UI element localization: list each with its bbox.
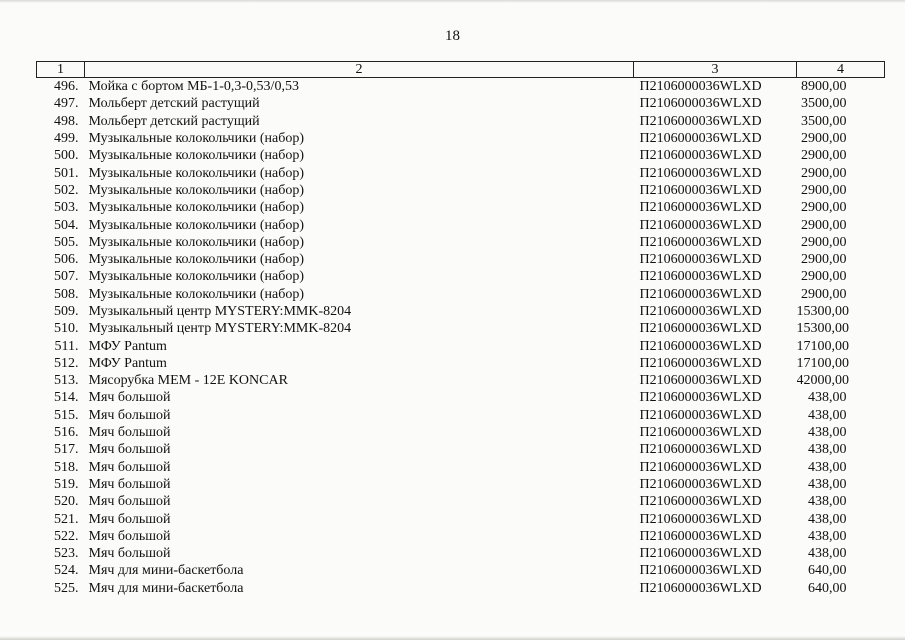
item-name: МФУ Pantum xyxy=(88,338,167,354)
table-row xyxy=(37,78,885,96)
item-code: П2106000036WLXD xyxy=(639,425,762,441)
table-row xyxy=(37,372,885,389)
table-row xyxy=(37,286,885,303)
item-code: П2106000036WLXD xyxy=(639,580,762,596)
item-price: 2900,00 xyxy=(801,131,847,147)
row-number: 498. xyxy=(54,113,79,129)
table-row xyxy=(37,510,885,527)
table-row xyxy=(37,424,885,441)
item-name: Музыкальные колокольчики (набор) xyxy=(88,148,305,164)
column-header-1: 1 xyxy=(37,62,85,78)
item-price: 438,00 xyxy=(808,546,847,562)
item-price: 438,00 xyxy=(808,442,847,458)
row-number: 505. xyxy=(54,234,79,250)
item-price: 2900,00 xyxy=(801,234,847,250)
row-number: 512. xyxy=(54,355,79,371)
table-row xyxy=(37,199,885,216)
row-number: 506. xyxy=(54,252,79,268)
table-row xyxy=(37,407,885,424)
item-code: П2106000036WLXD xyxy=(639,304,762,319)
item-code: П2106000036WLXD xyxy=(639,286,762,302)
row-number: 500. xyxy=(54,148,79,164)
item-price: 2900,00 xyxy=(801,200,847,216)
header-row xyxy=(37,62,885,78)
row-number: 508. xyxy=(54,286,79,302)
item-price: 438,00 xyxy=(808,390,847,406)
row-number: 496. xyxy=(54,79,79,95)
row-number: 497. xyxy=(54,96,79,112)
row-number: 501. xyxy=(54,165,79,181)
row-number: 509. xyxy=(54,304,79,319)
item-price: 42000,00 xyxy=(796,373,849,389)
item-name: Музыкальные колокольчики (набор) xyxy=(88,131,305,147)
item-price: 17100,00 xyxy=(796,355,849,371)
item-name: Мяч большой xyxy=(88,407,171,423)
item-price: 15300,00 xyxy=(796,321,849,337)
table-row xyxy=(37,130,885,147)
item-name: Мяч для мини-баскетбола xyxy=(88,580,244,596)
item-price: 2900,00 xyxy=(801,252,847,268)
item-price: 438,00 xyxy=(808,476,847,492)
table-row xyxy=(37,268,885,285)
table-row xyxy=(37,580,885,597)
item-name: Мясорубка MEM - 12E KONCAR xyxy=(88,373,288,389)
row-number: 503. xyxy=(54,200,79,216)
item-price: 438,00 xyxy=(808,511,847,527)
column-header-2: 2 xyxy=(85,62,634,78)
item-price: 2900,00 xyxy=(801,182,847,198)
table-row xyxy=(37,234,885,251)
item-code: П2106000036WLXD xyxy=(639,252,762,268)
table-row xyxy=(37,389,885,406)
item-price: 438,00 xyxy=(808,407,847,423)
scan-edge-top xyxy=(0,0,905,3)
table-row xyxy=(37,337,885,354)
column-header-4: 4 xyxy=(797,62,885,78)
item-name: Мойка с бортом МБ-1-0,3-0,53/0,53 xyxy=(88,79,299,95)
item-name: Мяч большой xyxy=(88,425,171,441)
row-number: 520. xyxy=(54,494,79,510)
column-header-3: 3 xyxy=(634,62,797,78)
item-code: П2106000036WLXD xyxy=(639,200,762,216)
table-row xyxy=(37,355,885,372)
item-name: Музыкальные колокольчики (набор) xyxy=(88,182,305,198)
item-code: П2106000036WLXD xyxy=(639,217,762,233)
item-price: 438,00 xyxy=(808,425,847,441)
item-price: 15300,00 xyxy=(796,304,849,319)
row-number: 504. xyxy=(54,217,79,233)
table-row xyxy=(37,476,885,493)
item-code: П2106000036WLXD xyxy=(639,459,762,475)
table-row xyxy=(37,493,885,510)
row-number: 518. xyxy=(54,459,79,475)
row-number: 507. xyxy=(54,269,79,285)
item-code: П2106000036WLXD xyxy=(639,269,762,285)
row-number: 519. xyxy=(54,476,79,492)
table-row xyxy=(37,147,885,164)
table-row xyxy=(37,459,885,476)
item-price: 2900,00 xyxy=(801,286,847,302)
row-number: 510. xyxy=(54,321,79,337)
item-code: П2106000036WLXD xyxy=(639,234,762,250)
table-row xyxy=(37,562,885,579)
row-number: 522. xyxy=(54,528,79,544)
item-name: Музыкальные колокольчики (набор) xyxy=(88,217,305,233)
row-number: 515. xyxy=(54,407,79,423)
row-number: 513. xyxy=(54,373,79,389)
table-row xyxy=(37,182,885,199)
scan-edge-bottom xyxy=(0,636,905,640)
item-name: Мяч большой xyxy=(88,476,171,492)
item-name: Мольберт детский растущий xyxy=(88,113,260,129)
item-name: Музыкальные колокольчики (набор) xyxy=(88,252,305,268)
item-price: 640,00 xyxy=(808,580,847,596)
item-code: П2106000036WLXD xyxy=(639,96,762,112)
item-code: П2106000036WLXD xyxy=(639,511,762,527)
item-name: Мяч для мини-баскетбола xyxy=(88,563,244,579)
item-name: Мяч большой xyxy=(88,459,171,475)
row-number: 511. xyxy=(54,338,79,354)
row-number: 514. xyxy=(54,390,79,406)
item-name: Музыкальный центр MYSTERY:MMK-8204 xyxy=(88,321,352,337)
item-name: Мяч большой xyxy=(88,528,171,544)
inventory-table xyxy=(36,61,885,597)
row-number: 499. xyxy=(54,131,79,147)
item-name: Музыкальные колокольчики (набор) xyxy=(88,200,305,216)
item-price: 640,00 xyxy=(808,563,847,579)
row-number: 517. xyxy=(54,442,79,458)
table-row xyxy=(37,216,885,233)
table-header xyxy=(37,62,885,78)
item-price: 438,00 xyxy=(808,459,847,475)
item-code: П2106000036WLXD xyxy=(639,113,762,129)
item-price: 2900,00 xyxy=(801,165,847,181)
table-body xyxy=(37,78,885,597)
item-name: Мяч большой xyxy=(88,390,171,406)
item-name: Мольберт детский растущий xyxy=(88,96,260,112)
row-number: 502. xyxy=(54,182,79,198)
item-code: П2106000036WLXD xyxy=(639,355,762,371)
item-price: 2900,00 xyxy=(801,217,847,233)
item-name: Мяч большой xyxy=(88,442,171,458)
item-code: П2106000036WLXD xyxy=(639,563,762,579)
item-name: Мяч большой xyxy=(88,511,171,527)
table-row xyxy=(37,528,885,545)
item-name: Мяч большой xyxy=(88,546,171,562)
item-name: Музыкальный центр MYSTERY:MMK-8204 xyxy=(88,304,352,319)
item-name: Мяч большой xyxy=(88,494,171,510)
item-code: П2106000036WLXD xyxy=(639,390,762,406)
item-code: П2106000036WLXD xyxy=(639,79,762,95)
item-name: МФУ Pantum xyxy=(88,355,167,371)
item-code: П2106000036WLXD xyxy=(639,131,762,147)
item-price: 17100,00 xyxy=(796,338,849,354)
item-code: П2106000036WLXD xyxy=(639,321,762,337)
item-code: П2106000036WLXD xyxy=(639,373,762,389)
row-number: 521. xyxy=(54,511,79,527)
table-row xyxy=(37,251,885,268)
item-code: П2106000036WLXD xyxy=(639,442,762,458)
item-price: 8900,00 xyxy=(801,79,847,95)
row-number: 516. xyxy=(54,425,79,441)
item-code: П2106000036WLXD xyxy=(639,148,762,164)
row-number: 523. xyxy=(54,546,79,562)
row-number: 525. xyxy=(54,580,79,596)
table-row xyxy=(37,95,885,112)
table-row xyxy=(37,441,885,458)
table-row xyxy=(37,113,885,130)
item-code: П2106000036WLXD xyxy=(639,182,762,198)
item-code: П2106000036WLXD xyxy=(639,476,762,492)
item-name: Музыкальные колокольчики (набор) xyxy=(88,286,305,302)
item-price: 438,00 xyxy=(808,528,847,544)
item-price: 438,00 xyxy=(808,494,847,510)
row-number: 524. xyxy=(54,563,79,579)
item-name: Музыкальные колокольчики (набор) xyxy=(88,234,305,250)
item-price: 3500,00 xyxy=(801,113,847,129)
item-code: П2106000036WLXD xyxy=(639,407,762,423)
table-row xyxy=(37,164,885,181)
item-price: 3500,00 xyxy=(801,96,847,112)
item-code: П2106000036WLXD xyxy=(639,546,762,562)
page-number: 18 xyxy=(445,28,460,44)
item-code: П2106000036WLXD xyxy=(639,338,762,354)
item-code: П2106000036WLXD xyxy=(639,528,762,544)
item-code: П2106000036WLXD xyxy=(639,494,762,510)
table-row xyxy=(37,320,885,337)
table-row xyxy=(37,303,885,320)
item-name: Музыкальные колокольчики (набор) xyxy=(88,269,305,285)
item-price: 2900,00 xyxy=(801,148,847,164)
item-price: 2900,00 xyxy=(801,269,847,285)
item-code: П2106000036WLXD xyxy=(639,165,762,181)
table-row xyxy=(37,545,885,562)
item-name: Музыкальные колокольчики (набор) xyxy=(88,165,305,181)
